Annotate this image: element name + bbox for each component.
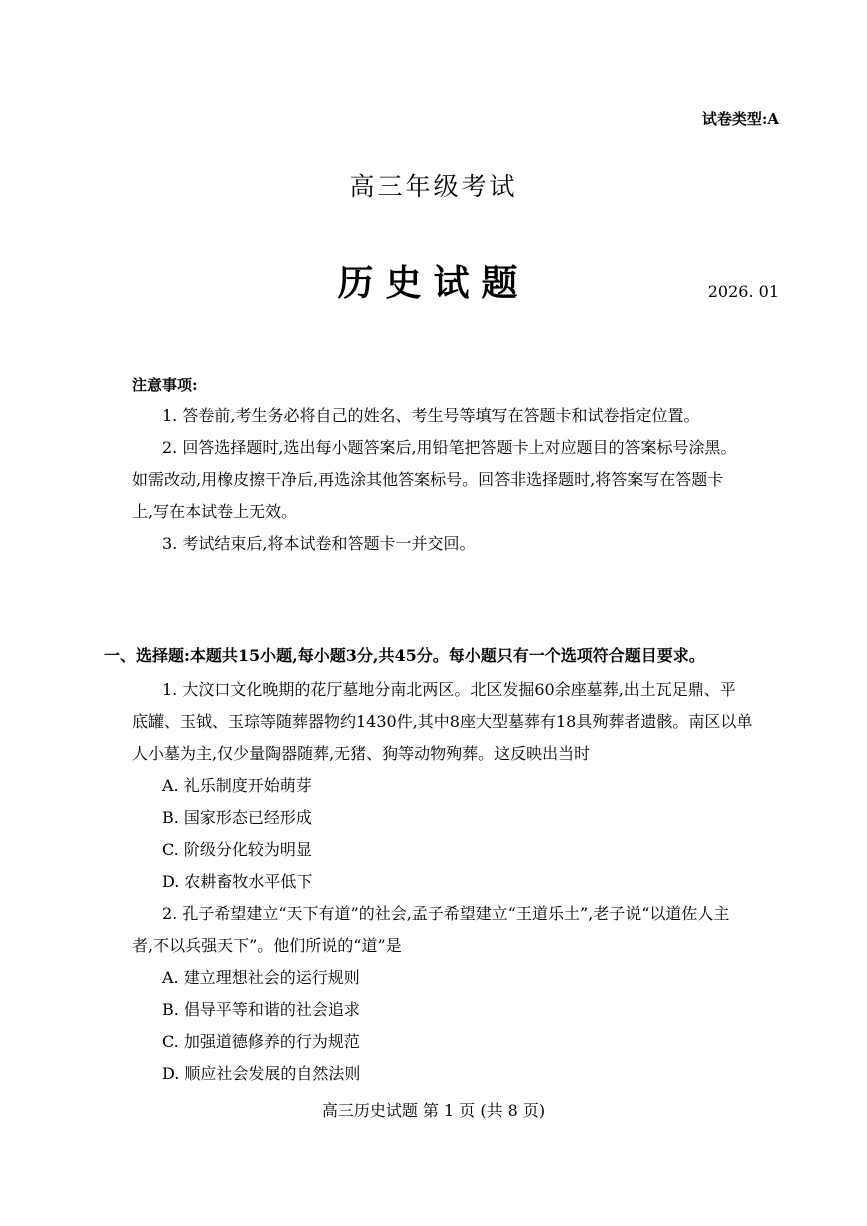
- question-1-stem-line-3: 人小墓为主,仅少量陶器随葬,无猪、狗等动物殉葬。这反映出当时: [132, 744, 591, 763]
- note-item-2-line-2: 如需改动,用橡皮擦干净后,再选涂其他答案标号。回答非选择题时,将答案写在答题卡: [132, 470, 724, 489]
- question-1-option-b: B. 国家形态已经形成: [162, 808, 312, 827]
- question-2-option-c: C. 加强道德修养的行为规范: [162, 1032, 360, 1051]
- question-1-stem-line-1: 1. 大汶口文化晚期的花厅墓地分南北两区。北区发掘60余座墓葬,出土瓦足鼎、平: [162, 680, 736, 699]
- note-item-2-line-1: 2. 回答选择题时,选出每小题答案后,用铅笔把答题卡上对应题目的答案标号涂黑。: [162, 438, 737, 457]
- page-footer: 高三历史试题 第 1 页 (共 8 页): [321, 1101, 546, 1120]
- question-1-stem-line-2: 底罐、玉钺、玉琮等随葬器物约1430件,其中8座大型墓葬有18具殉葬者遗骸。南区以单: [132, 712, 753, 731]
- subject-title: 历史试题: [337, 262, 530, 304]
- question-2-option-a: A. 建立理想社会的运行规则: [162, 968, 360, 987]
- note-item-3: 3. 考试结束后,将本试卷和答题卡一并交回。: [162, 534, 476, 553]
- paper-type-label: 试卷类型:A: [701, 110, 779, 128]
- note-item-2-line-3: 上,写在本试卷上无效。: [132, 502, 298, 521]
- question-1-option-c: C. 阶级分化较为明显: [162, 840, 312, 859]
- question-2-option-d: D. 顺应社会发展的自然法则: [162, 1064, 361, 1083]
- question-2-stem-line-2: 者,不以兵强天下”。他们所说的“道”是: [132, 936, 402, 955]
- question-2-option-b: B. 倡导平等和谐的社会追求: [162, 1000, 360, 1019]
- section-heading: 一、选择题:本题共15小题,每小题3分,共45分。每小题只有一个选项符合题目要求。: [104, 646, 705, 665]
- exam-date: 2026. 01: [707, 282, 779, 301]
- note-item-1: 1. 答卷前,考生务必将自己的姓名、考生号等填写在答题卡和试卷指定位置。: [162, 406, 700, 425]
- exam-title: 高三年级考试: [349, 172, 518, 201]
- question-1-option-d: D. 农耕畜牧水平低下: [162, 872, 313, 891]
- question-1-option-a: A. 礼乐制度开始萌芽: [162, 776, 312, 795]
- question-2-stem-line-1: 2. 孔子希望建立“天下有道”的社会,孟子希望建立“王道乐土”,老子说“以道佐人主: [162, 904, 730, 923]
- notes-heading: 注意事项:: [132, 376, 198, 394]
